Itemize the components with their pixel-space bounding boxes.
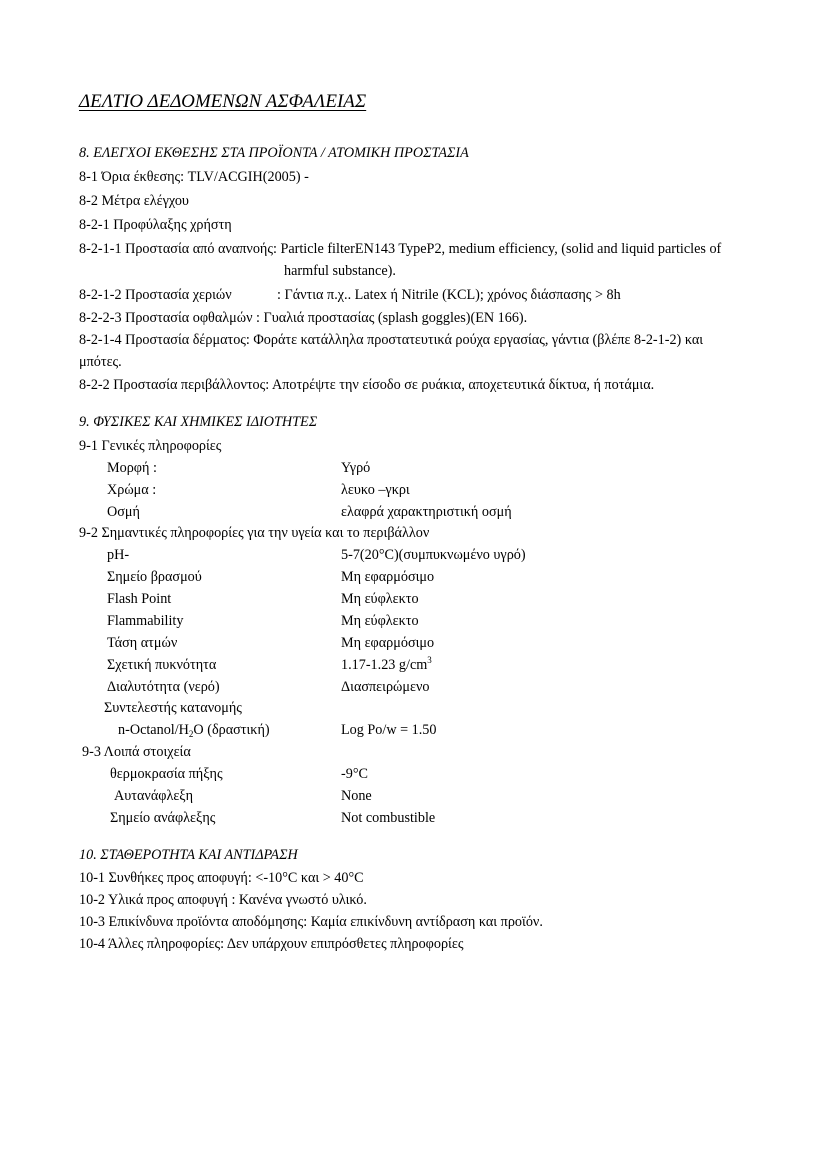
prop-label: pH- (107, 547, 130, 563)
octanol-sub: 2 (188, 729, 194, 739)
octanol-pre: n-Octanol/H (118, 722, 189, 738)
line-9-3: 9-3 Λοιπά στοιχεία (82, 744, 191, 760)
line-8-2-1-2-label: 8-2-1-2 Προστασία χεριών (79, 287, 232, 303)
prop-value: ελαφρά χαρακτηριστική οσμή (341, 504, 512, 520)
prop-label: Χρώμα : (107, 482, 157, 498)
prop-label: Σημείο ανάφλεξης (110, 810, 216, 826)
line-10-3: 10-3 Επικίνδυνα προϊόντα αποδόμησης: Καμία επικίνδυνη αντίδραση και προϊόν. (79, 914, 543, 930)
prop-value: -9°C (341, 766, 368, 782)
density-value (341, 657, 432, 673)
prop-value: Διασπειρώμενο (341, 679, 430, 695)
prop-label: Flammability (107, 613, 184, 629)
prop-label: Διαλυτότητα (νερό) (107, 679, 220, 695)
line-8-2-1-1-cont: harmful substance). (284, 263, 396, 279)
line-8-2-1-2-value: : Γάντια π.χ.. Latex ή Nitrile (KCL); χρόνος διάσπασης > 8h (277, 287, 621, 303)
section-10-heading: 10. ΣΤΑΘΕΡΟΤΗΤΑ ΚΑΙ ΑΝΤΙΔΡΑΣΗ (79, 847, 298, 863)
prop-value: Not combustible (341, 810, 436, 826)
line-10-1: 10-1 Συνθήκες προς αποφυγή: <-10°C και > 40°C (79, 870, 364, 886)
partition-label: Συντελεστής κατανομής (104, 700, 242, 716)
prop-value: Μη εφαρμόσιμο (341, 569, 435, 585)
prop-label: Σημείο βρασμού (107, 569, 202, 585)
prop-value: None (341, 788, 372, 804)
line-8-2-2-3: 8-2-2-3 Προστασία οφθαλμών : Γυαλιά προστασίας (splash goggles)(EN 166). (79, 310, 528, 326)
line-8-2-1: 8-2-1 Προφύλαξης χρήστη (79, 217, 232, 233)
document-title: ΔΕΛΤΙΟ ΔΕΔΟΜΕΝΩΝ ΑΣΦΑΛΕΙΑΣ (79, 91, 367, 112)
line-9-2: 9-2 Σημαντικές πληροφορίες για την υγεία και το περιβάλλον (79, 525, 430, 541)
octanol-value: Log Po/w = 1.50 (341, 722, 437, 738)
line-8-2-1-1: 8-2-1-1 Προστασία από αναπνοής: Particle filterEN143 TypeP2, medium efficiency, (solid and liquid particles of (79, 241, 722, 257)
prop-label: Οσμή (107, 504, 140, 520)
prop-value: Μη εύφλεκτο (341, 591, 419, 607)
prop-label: θερμοκρασία πήξης (110, 766, 223, 782)
line-8-2-1-4: 8-2-1-4 Προστασία δέρματος: Φοράτε κατάλληλα προστατευτικά ρούχα εργασίας, γάντια (βλέπε 8-2-1-2) και (79, 332, 704, 348)
prop-label: Μορφή : (107, 460, 157, 476)
line-8-2-1-4-cont: μπότες. (79, 354, 122, 370)
density-number: 1.17-1.23 g/cm (341, 657, 428, 673)
prop-value: Μη εύφλεκτο (341, 613, 419, 629)
line-9-1: 9-1 Γενικές πληροφορίες (79, 438, 222, 454)
line-8-1: 8-1 Όρια έκθεσης: TLV/ACGIH(2005) - (79, 169, 309, 185)
section-8-heading: 8. ΕΛΕΓΧΟΙ ΕΚΘΕΣΗΣ ΣΤΑ ΠΡΟΪΟΝΤΑ / ΑΤΟΜΙΚΗ ΠΡΟΣΤΑΣΙΑ (79, 145, 469, 161)
prop-value: λευκο –γκρι (341, 482, 410, 498)
density-exponent: 3 (427, 655, 432, 665)
prop-label: Αυτανάφλεξη (114, 788, 194, 804)
section-9-heading: 9. ΦΥΣΙΚΕΣ ΚΑΙ ΧΗΜΙΚΕΣ ΙΔΙΟΤΗΤΕΣ (79, 414, 318, 430)
line-10-2: 10-2 Υλικά προς αποφυγή : Κανένα γνωστό υλικό. (79, 892, 367, 908)
line-10-4: 10-4 Άλλες πληροφορίες: Δεν υπάρχουν επιπρόσθετες πληροφορίες (79, 936, 464, 952)
prop-value: Υγρό (341, 460, 371, 476)
line-8-2-2: 8-2-2 Προστασία περιβάλλοντος: Αποτρέψτε την είσοδο σε ρυάκια, αποχετευτικά δίκτυα, ή ποτάμια. (79, 377, 655, 393)
octanol-label (118, 722, 270, 738)
line-8-2: 8-2 Μέτρα ελέγχου (79, 193, 189, 209)
prop-label: Τάση ατμών (107, 635, 178, 651)
octanol-post: O (δραστική) (193, 722, 270, 738)
prop-value: Μη εφαρμόσιμο (341, 635, 435, 651)
prop-label: Flash Point (107, 591, 172, 607)
prop-label: Σχετική πυκνότητα (107, 657, 217, 673)
prop-value: 5-7(20°C)(συμπυκνωμένο υγρό) (341, 547, 526, 563)
